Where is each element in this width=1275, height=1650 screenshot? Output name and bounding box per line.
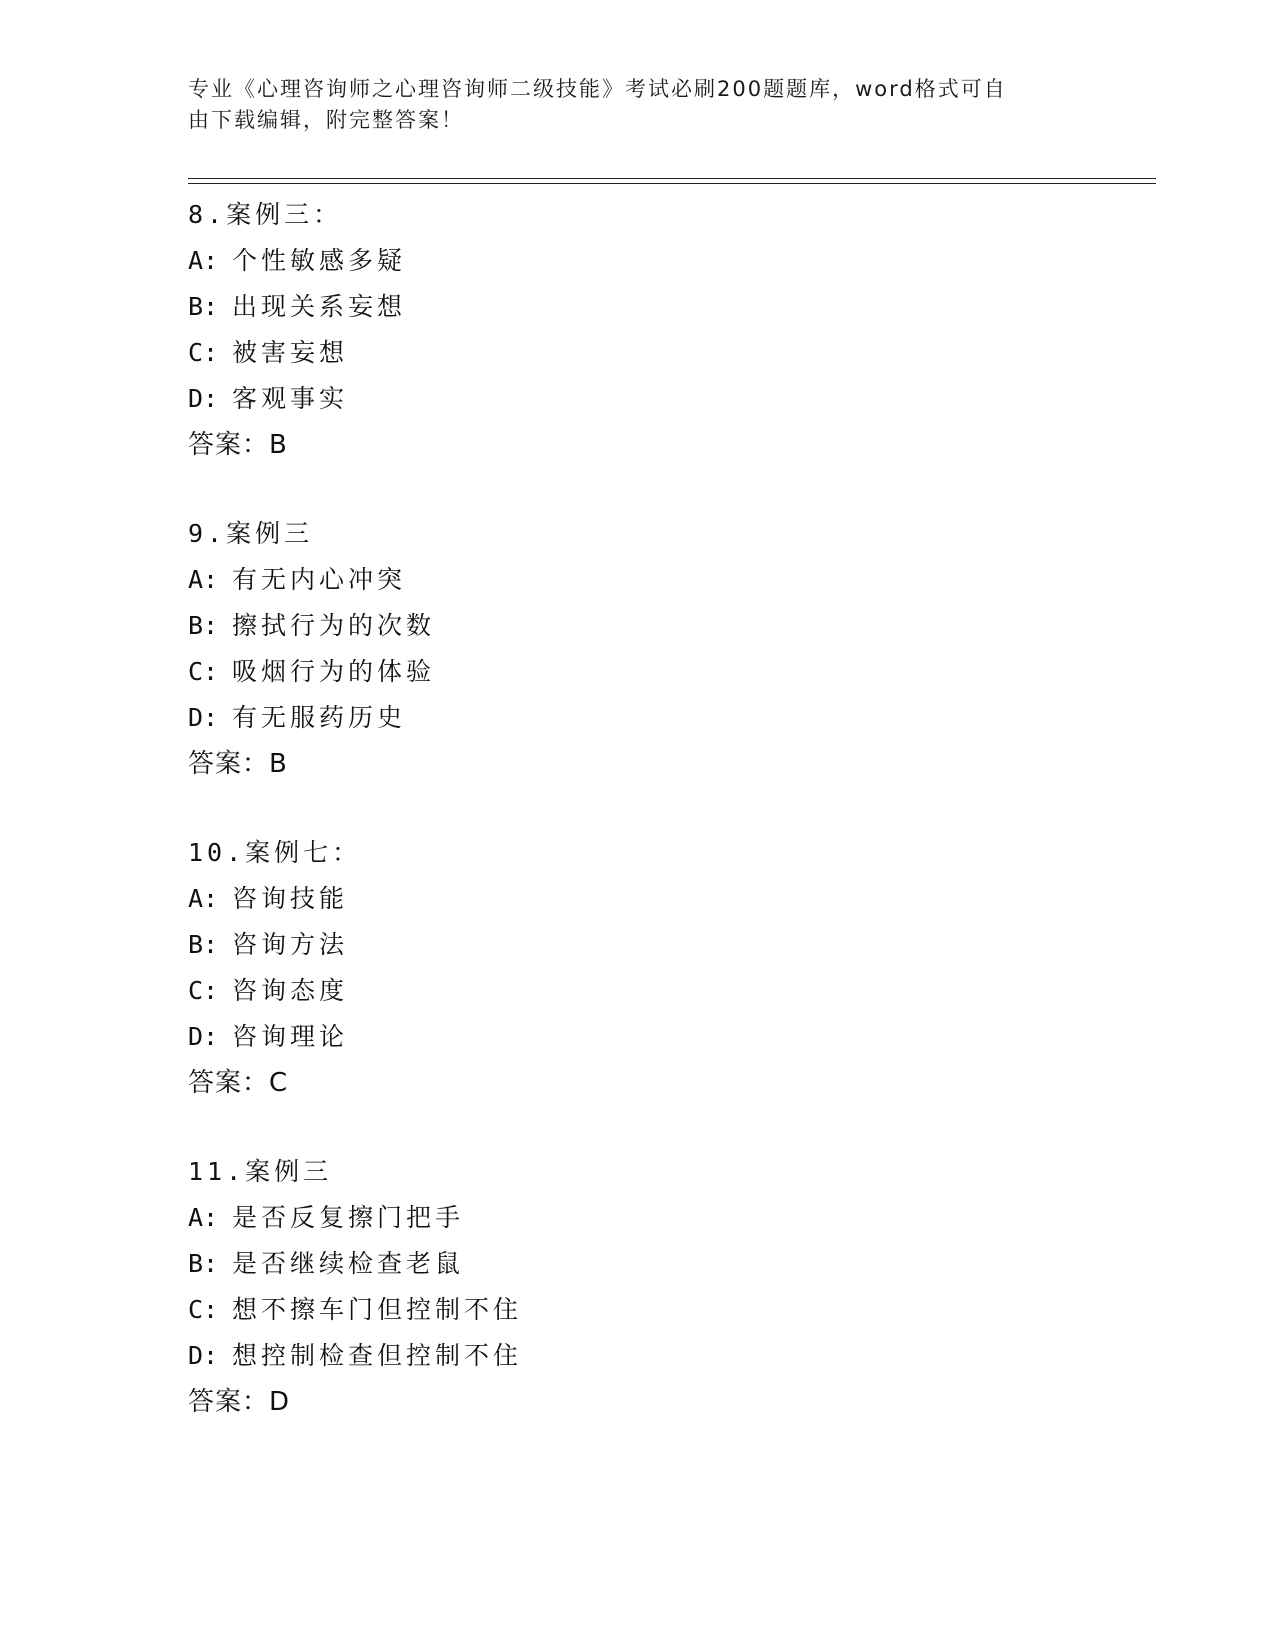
- question-item: [188, 192, 1148, 468]
- question-title: 11.案例三: [188, 1157, 333, 1186]
- option-letter: C:: [188, 976, 219, 1005]
- answer-line: 答案：C: [188, 1068, 289, 1098]
- option-text: 客观事实: [232, 384, 349, 413]
- option-text: 想控制检查但控制不住: [232, 1341, 523, 1370]
- option-text: 被害妄想: [232, 338, 349, 367]
- option-text: 咨询技能: [232, 884, 349, 913]
- option-letter: D:: [188, 384, 219, 413]
- option-c: [188, 649, 1148, 695]
- document-header: [188, 74, 1068, 136]
- question-title: 10.案例七：: [188, 838, 362, 867]
- option-text: 咨询理论: [232, 1022, 349, 1051]
- option-b: [188, 284, 1148, 330]
- option-letter: A:: [188, 565, 219, 594]
- question-item: [188, 830, 1148, 1106]
- answer-line: 答案：B: [188, 430, 288, 460]
- option-text: 想不擦车门但控制不住: [232, 1295, 523, 1324]
- option-c: [188, 968, 1148, 1014]
- option-text: 擦拭行为的次数: [232, 611, 436, 640]
- option-b: [188, 603, 1148, 649]
- option-text: 咨询态度: [232, 976, 349, 1005]
- header-divider-top: [188, 178, 1156, 179]
- question-title: 9.案例三: [188, 519, 314, 548]
- option-letter: D:: [188, 1341, 219, 1370]
- option-c: [188, 1287, 1148, 1333]
- option-letter: A:: [188, 884, 219, 913]
- option-d: [188, 376, 1148, 422]
- option-text: 出现关系妄想: [232, 292, 407, 321]
- option-b: [188, 922, 1148, 968]
- option-text: 吸烟行为的体验: [232, 657, 436, 686]
- option-letter: B:: [188, 292, 219, 321]
- question-title: 8.案例三：: [188, 200, 343, 229]
- answer-line: 答案：B: [188, 749, 288, 779]
- header-line-1: 专业《心理咨询师之心理咨询师二级技能》考试必刷200题题库，word格式可自: [188, 77, 1007, 101]
- question-item: [188, 511, 1148, 787]
- option-text: 咨询方法: [232, 930, 349, 959]
- option-a: [188, 1195, 1148, 1241]
- option-letter: A:: [188, 1203, 219, 1232]
- option-letter: B:: [188, 930, 219, 959]
- option-a: [188, 876, 1148, 922]
- option-text: 有无服药历史: [232, 703, 407, 732]
- option-letter: D:: [188, 703, 219, 732]
- option-a: [188, 238, 1148, 284]
- option-d: [188, 1333, 1148, 1379]
- option-letter: B:: [188, 611, 219, 640]
- header-divider-bottom: [188, 183, 1156, 184]
- question-list: [188, 192, 1148, 1468]
- option-text: 有无内心冲突: [232, 565, 407, 594]
- option-d: [188, 695, 1148, 741]
- option-b: [188, 1241, 1148, 1287]
- option-text: 个性敏感多疑: [232, 246, 407, 275]
- option-a: [188, 557, 1148, 603]
- option-letter: D:: [188, 1022, 219, 1051]
- answer-line: 答案：D: [188, 1387, 291, 1417]
- option-text: 是否反复擦门把手: [232, 1203, 465, 1232]
- option-letter: B:: [188, 1249, 219, 1278]
- option-letter: C:: [188, 338, 219, 367]
- question-item: [188, 1149, 1148, 1425]
- option-letter: A:: [188, 246, 219, 275]
- option-text: 是否继续检查老鼠: [232, 1249, 465, 1278]
- option-c: [188, 330, 1148, 376]
- option-d: [188, 1014, 1148, 1060]
- option-letter: C:: [188, 1295, 219, 1324]
- header-line-2: 由下载编辑，附完整答案！: [188, 108, 464, 132]
- option-letter: C:: [188, 657, 219, 686]
